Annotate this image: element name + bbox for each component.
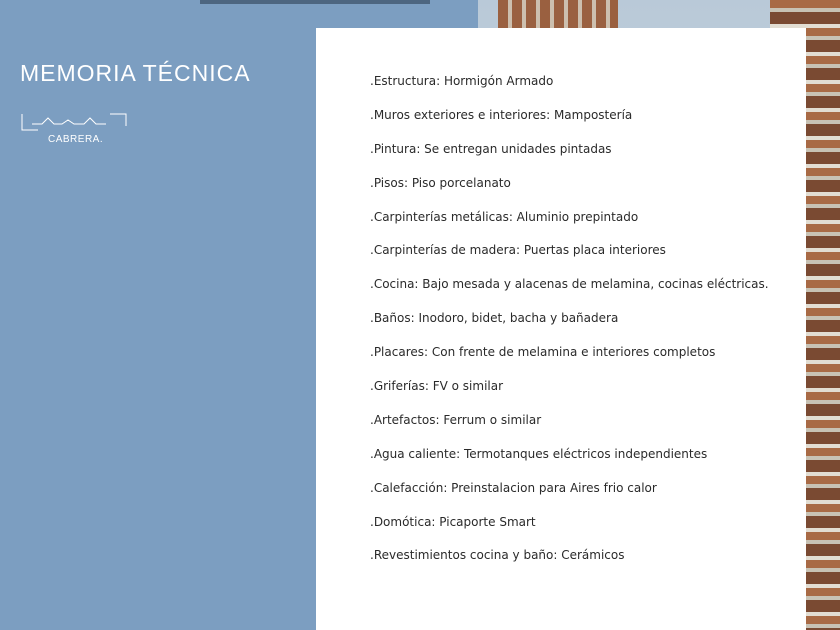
page-title: MEMORIA TÉCNICA [20,60,251,86]
logo-line-icon [18,110,138,134]
spec-item: .Placares: Con frente de melamina e interiores completos [370,345,716,360]
spec-item: .Revestimientos cocina y baño: Cerámicos [370,548,625,563]
building-top-facade [498,0,618,28]
spec-item: .Estructura: Hormigón Armado [370,74,554,88]
spec-item: .Pisos: Piso porcelanato [370,175,511,190]
spec-item: .Carpinterías metálicas: Aluminio prepintado [370,209,639,224]
specs-list [370,70,769,578]
spec-item: .Griferías: FV o similar [370,379,504,394]
casa-cabrera-logo [18,110,138,150]
spec-item: .Domótica: Picaporte Smart [370,514,536,529]
spec-item: .Baños: Inodoro, bidet, bacha y bañadera [370,311,619,326]
spec-item: .Muros exteriores e interiores: Mampostería [370,107,633,122]
top-bar [200,0,430,4]
spec-item: .Agua caliente: Termotanques eléctricos independientes [370,446,708,461]
spec-item: .Cocina: Bajo mesada y alacenas de melamina, cocinas eléctricas. [370,277,769,292]
specs-card [316,28,806,630]
spec-item: .Pintura: Se entregan unidades pintadas [370,141,612,156]
spec-item: .Calefacción: Preinstalacion para Aires frio calor [370,480,657,495]
spec-item: .Artefactos: Ferrum o similar [370,412,542,427]
logo-text: CABRERA. [48,134,104,145]
spec-item: .Carpinterías de madera: Puertas placa interiores [370,243,666,258]
